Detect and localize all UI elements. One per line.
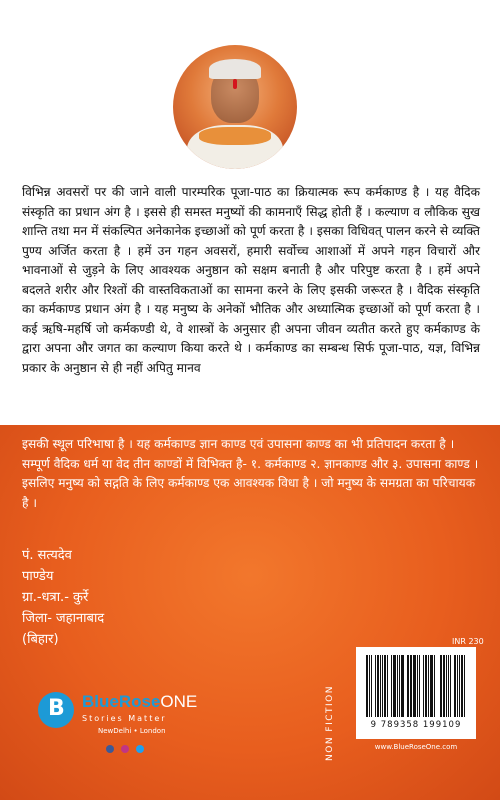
barcode-bar <box>430 655 431 717</box>
facebook-icon <box>106 745 114 753</box>
barcode-bar <box>421 655 422 717</box>
twitter-icon <box>136 745 144 753</box>
author-village: ग्रा.-धत्रा.- कुर्रे <box>22 590 89 605</box>
isbn-number: 9 789358 199109 <box>370 720 462 730</box>
author-name-line2: पाण्डेय <box>22 569 54 584</box>
barcode-bar <box>387 655 388 717</box>
barcode-bar <box>393 655 396 717</box>
barcode-bar <box>377 655 380 717</box>
portrait-scarf <box>199 127 271 145</box>
barcode-bar <box>402 655 404 717</box>
publisher-name-blue: BlueRose <box>82 692 161 711</box>
publisher-name-suffix: ONE <box>160 692 198 711</box>
author-portrait <box>173 45 297 169</box>
barcode-bar <box>407 655 409 717</box>
isbn-barcode <box>356 647 476 739</box>
author-block <box>22 545 104 650</box>
instagram-icon <box>121 745 129 753</box>
publisher-name <box>82 692 197 712</box>
barcode-bar <box>431 655 433 717</box>
barcode-bar <box>366 655 368 717</box>
barcode-bar <box>441 655 442 717</box>
barcode-bar <box>423 655 424 717</box>
lower-orange-section <box>0 425 500 800</box>
barcode-bar <box>436 655 439 717</box>
barcode-bar <box>440 655 441 717</box>
barcode-bar <box>454 655 456 717</box>
barcode-bar <box>384 655 386 717</box>
barcode-bar <box>464 655 465 717</box>
barcode-bar <box>413 655 416 717</box>
barcode-bar <box>372 655 374 717</box>
publisher-logo <box>38 690 198 765</box>
barcode-bar <box>461 655 464 717</box>
barcode-bar <box>457 655 458 717</box>
barcode-bar <box>452 655 453 717</box>
blurb-lower-paragraph: इसकी स्थूल परिभाषा है । यह कर्मकाण्ड ज्ञान काण्ड एवं उपासना काण्ड का भी प्रतिपादन करता है । सम्पूर्ण वैदिक धर्म या वेद तीन काण्डों में विभिक्त है- १. कर्मकाण्ड २. ज्ञानकाण्ड और ३. उपासना काण्ड । इसलिए मनुष्य को सद्गति के लिए कर्मकाण्ड एक आवश्यक विधा है । जो मनुष्य के समग्रता का परिचायक है । <box>22 437 479 510</box>
genre-label <box>325 680 344 770</box>
genre-text: NON FICTION <box>325 685 335 761</box>
barcode-bar <box>417 655 418 717</box>
author-state: (बिहार) <box>22 632 59 647</box>
barcode-bar <box>389 655 390 717</box>
barcode-bar <box>410 655 411 717</box>
barcode-bar <box>459 655 460 717</box>
publisher-cities: NewDelhi • London <box>98 727 166 735</box>
barcode-bar <box>371 655 372 717</box>
barcode-bar <box>425 655 427 717</box>
barcode-bar <box>405 655 406 717</box>
barcode-bar <box>450 655 451 717</box>
publisher-b-icon: B <box>38 692 74 728</box>
barcode-bar <box>399 655 400 717</box>
publisher-tagline: Stories Matter <box>82 714 167 723</box>
barcode-bar <box>434 655 435 717</box>
barcode-bar <box>391 655 393 717</box>
barcode-bar <box>397 655 398 717</box>
barcode-bar <box>446 655 447 717</box>
barcode-bar <box>401 655 402 717</box>
publisher-website: www.BlueRoseOne.com <box>374 743 458 751</box>
barcode-bar <box>448 655 450 717</box>
author-name-line1: पं. सत्यदेव <box>22 548 72 563</box>
barcode-bar <box>419 655 421 717</box>
barcode-bar <box>428 655 429 717</box>
barcode-bars <box>366 655 466 717</box>
barcode-bar <box>443 655 445 717</box>
barcode-bar <box>382 655 383 717</box>
barcode-bar <box>369 655 370 717</box>
portrait-tilak <box>233 79 237 89</box>
barcode-bar <box>411 655 412 717</box>
author-district: जिला- जहानाबाद <box>22 611 105 626</box>
blurb-upper-paragraph: विभिन्न अवसरों पर की जाने वाली पारम्परिक पूजा-पाठ का क्रियात्मक रूप कर्मकाण्ड है । यह वैदिक संस्कृति का प्रधान अंग है । इससे ही समस्त मनुष्यों की कामनाएँ सिद्ध होती हैं । कल्याण व लौकिक सुख शान्ति तथा मन में संकल्पित अनेकानेक इच्छाओं को पूर्ण करता है । इसका विधिवत् पालन करने से व्यक्ति पुण्य अर्जित करता है । हमें उन गहन अवसरों, हमारी सर्वोच्च आशाओं में अपने गहन विचारों और भावनाओं से जुड़ने के लिए आवश्यक अनुष्ठान को सक्षम बनाती है और परिपुष्ट करता है । हमें अपने बदलते शरीर और रिश्तों की वास्तविकताओं का सामना करने के लिए इसकी जरूरत है । वैदिक संस्कृति का कर्मकाण्ड प्रधान अंग है । यह मनुष्य के अनेकों भौतिक और अध्यात्मिक इच्छाओं को पूर्ण करता है । कई ऋषि-महर्षि जो कर्मकण्डी थे, वे शास्त्रों के अनुसार ही अपना जीवन व्यतीत करते हुए कर्मकाण्ड के द्वारा अपना और जगत का कल्याण किया करते थे । कर्मकाण्ड का सम्बन्ध सिर्फ पूजा-पाठ, यज्ञ, विभिन्न प्रकार के अनुष्ठान से ही नहीं अपितु मानव <box>22 185 480 375</box>
barcode-bar <box>375 655 376 717</box>
portrait-hair <box>209 59 261 79</box>
price-label: INR 230 <box>452 637 484 646</box>
social-icons <box>106 738 146 757</box>
barcode-bar <box>380 655 381 717</box>
